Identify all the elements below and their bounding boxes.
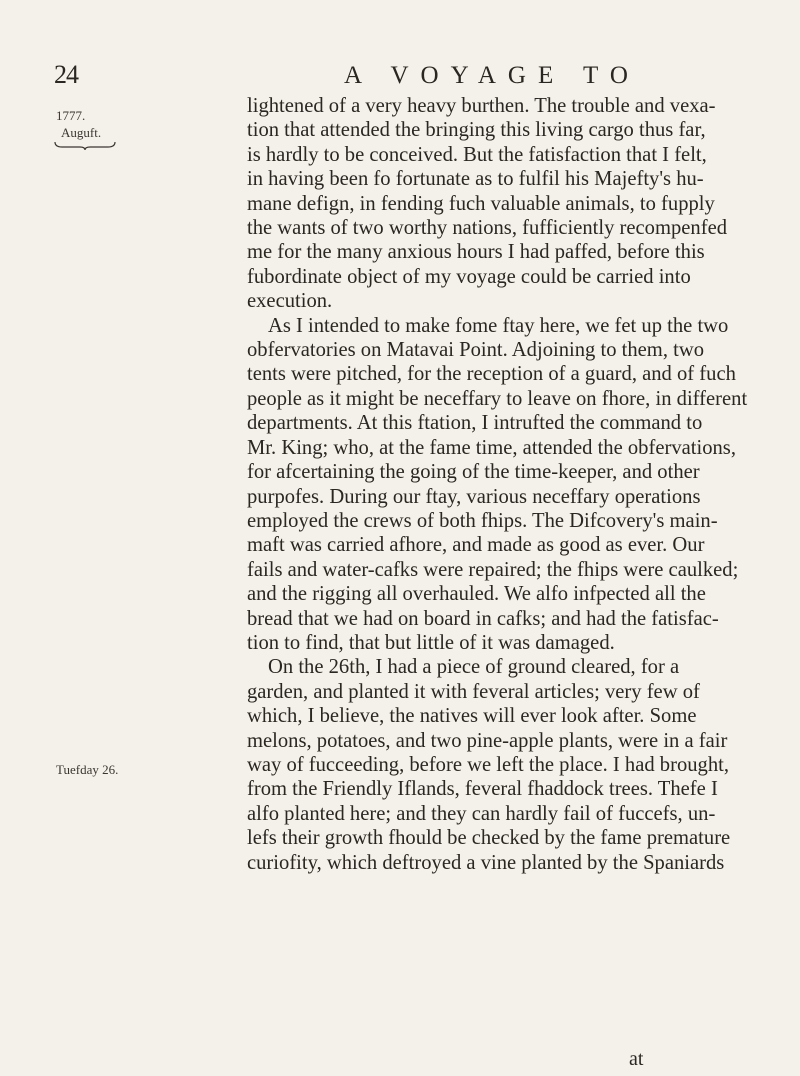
text-line: purpofes. During our ftay, various neceffary operations <box>247 485 701 508</box>
text-line: On the 26th, I had a piece of ground cleared, for a <box>268 656 680 679</box>
text-line: curiofity, which deftroyed a vine planted by the Spaniards <box>247 851 725 874</box>
text-line: Mr. King; who, at the fame time, attended the obfervations, <box>247 436 736 459</box>
text-line: bread that we had on board in cafks; and had the fatisfac- <box>247 607 719 630</box>
text-line: garden, and planted it with feveral articles; very few of <box>247 680 700 703</box>
text-line: tents were pitched, for the reception of a guard, and of fuch <box>247 363 736 386</box>
margin-year: 1777. <box>56 108 86 123</box>
text-line: and the rigging all overhauled. We alfo infpected all the <box>247 583 706 606</box>
text-line: tion that attended the bringing this living cargo thus far, <box>247 119 706 142</box>
text-line: employed the crews of both fhips. The Difcovery's main- <box>247 509 718 532</box>
text-line: tion to find, that but little of it was damaged. <box>247 631 615 654</box>
text-line: As I intended to make fome ftay here, we fet up the two <box>268 314 729 337</box>
text-line: way of fucceeding, before we left the place. I had brought, <box>247 753 730 776</box>
margin-month: Auguft. <box>61 125 102 140</box>
catchword: at <box>629 1048 644 1070</box>
text-line: maft was carried afhore, and made as good as ever. Our <box>247 534 705 557</box>
text-line: from the Friendly Iflands, feveral fhaddock trees. Thefe I <box>247 778 718 801</box>
text-line: lightened of a very heavy burthen. The trouble and vexa- <box>247 95 716 117</box>
text-line: in having been fo fortunate as to fulfil his Majefty's hu- <box>247 168 704 191</box>
text-line: fails and water-cafks were repaired; the fhips were caulked; <box>247 558 739 581</box>
text-line: which, I believe, the natives will ever look after. Some <box>247 705 697 728</box>
text-line: me for the many anxious hours I had paffed, before this <box>247 241 705 264</box>
margin-brace <box>54 141 116 151</box>
text-line: mane defign, in fending fuch valuable animals, to fupply <box>247 192 715 215</box>
text-line: melons, potatoes, and two pine-apple plants, were in a fair <box>247 729 728 752</box>
running-head: A VOYAGE TO <box>344 62 640 89</box>
text-line: the wants of two worthy nations, fufficiently recompenfed <box>247 217 728 240</box>
text-line: alfo planted here; and they can hardly fail of fuccefs, un- <box>247 802 716 825</box>
text-line: people as it might be neceffary to leave on fhore, in different <box>247 387 748 410</box>
margin-date-note: Tuefday 26. <box>56 762 119 777</box>
text-line: is hardly to be conceived. But the fatisfaction that I felt, <box>247 143 707 166</box>
body-text <box>247 94 748 875</box>
text-line: departments. At this ftation, I intrufted the command to <box>247 412 703 435</box>
text-line: execution. <box>247 290 333 313</box>
text-line: lefs their growth fhould be checked by the fame premature <box>247 827 731 850</box>
text-line: fubordinate object of my voyage could be carried into <box>247 265 691 288</box>
text-line: obfervatories on Matavai Point. Adjoining to them, two <box>247 339 705 362</box>
text-line: for afcertaining the going of the time-keeper, and other <box>247 461 700 484</box>
page-number: 24 <box>54 60 78 89</box>
